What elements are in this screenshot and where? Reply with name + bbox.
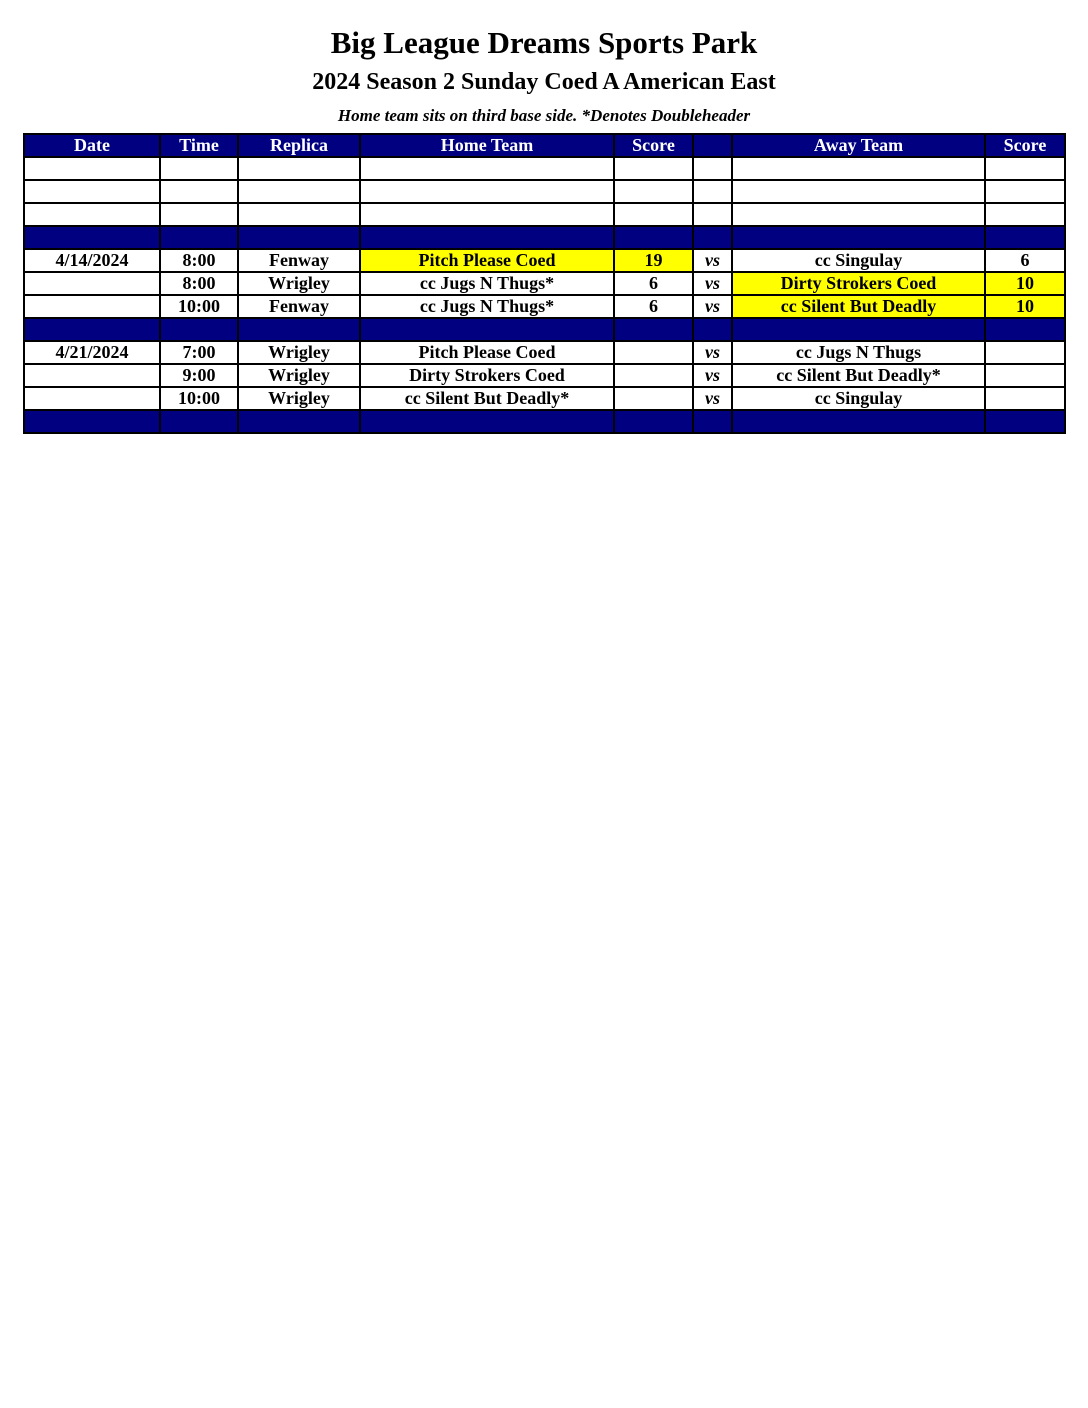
time-cell: 8:00 — [160, 272, 238, 295]
doubleheader-note: Home team sits on third base side. *Denotes Doubleheader — [337, 106, 751, 125]
replica-cell — [238, 410, 360, 433]
away-score-cell — [985, 180, 1065, 203]
away-team-cell — [732, 203, 985, 226]
replica-cell: Wrigley — [238, 272, 360, 295]
away-score-cell — [985, 410, 1065, 433]
home-team-cell — [360, 226, 614, 249]
replica-cell — [238, 203, 360, 226]
separator-row — [24, 318, 1065, 341]
date-cell — [24, 157, 160, 180]
home-score-cell — [614, 180, 693, 203]
home-score-cell — [614, 226, 693, 249]
header-date: Date — [24, 134, 160, 157]
vs-cell: vs — [693, 249, 732, 272]
away-score-cell — [985, 157, 1065, 180]
date-cell — [24, 387, 160, 410]
away-score-cell: 10 — [985, 295, 1065, 318]
home-team-cell: Dirty Strokers Coed — [360, 364, 614, 387]
header-time: Time — [160, 134, 238, 157]
home-score-cell — [614, 410, 693, 433]
away-team-cell — [732, 318, 985, 341]
vs-cell — [693, 410, 732, 433]
table-header-row — [24, 134, 1065, 157]
home-score-cell: 6 — [614, 272, 693, 295]
time-cell: 9:00 — [160, 364, 238, 387]
home-score-cell: 19 — [614, 249, 693, 272]
table-row — [24, 341, 1065, 364]
date-cell: 4/14/2024 — [24, 249, 160, 272]
away-team-cell: cc Jugs N Thugs — [732, 341, 985, 364]
time-cell: 10:00 — [160, 387, 238, 410]
time-cell: 7:00 — [160, 341, 238, 364]
page-subtitle: 2024 Season 2 Sunday Coed A American East — [312, 69, 776, 95]
away-team-cell: cc Singulay — [732, 387, 985, 410]
separator-row — [24, 226, 1065, 249]
away-team-cell — [732, 410, 985, 433]
date-cell — [24, 180, 160, 203]
time-cell: 10:00 — [160, 295, 238, 318]
date-cell — [24, 410, 160, 433]
away-team-cell: cc Silent But Deadly — [732, 295, 985, 318]
date-cell — [24, 272, 160, 295]
home-score-cell: 6 — [614, 295, 693, 318]
header-home-team: Home Team — [360, 134, 614, 157]
vs-cell: vs — [693, 387, 732, 410]
header-replica: Replica — [238, 134, 360, 157]
vs-cell — [693, 180, 732, 203]
home-team-cell: cc Jugs N Thugs* — [360, 295, 614, 318]
home-score-cell — [614, 318, 693, 341]
vs-cell — [693, 203, 732, 226]
time-cell — [160, 157, 238, 180]
away-score-cell — [985, 203, 1065, 226]
home-team-cell: Pitch Please Coed — [360, 249, 614, 272]
home-team-cell — [360, 318, 614, 341]
home-team-cell — [360, 410, 614, 433]
away-score-cell — [985, 226, 1065, 249]
home-score-cell — [614, 203, 693, 226]
header-home-score: Score — [614, 134, 693, 157]
home-team-cell: cc Silent But Deadly* — [360, 387, 614, 410]
home-team-cell: Pitch Please Coed — [360, 341, 614, 364]
vs-cell — [693, 318, 732, 341]
replica-cell — [238, 318, 360, 341]
away-score-cell — [985, 318, 1065, 341]
time-cell — [160, 318, 238, 341]
home-team-cell: cc Jugs N Thugs* — [360, 272, 614, 295]
empty-row — [24, 203, 1065, 226]
away-team-cell — [732, 226, 985, 249]
time-cell — [160, 410, 238, 433]
away-score-cell: 10 — [985, 272, 1065, 295]
time-cell — [160, 180, 238, 203]
table-row — [24, 387, 1065, 410]
schedule-table — [23, 133, 1066, 434]
vs-cell: vs — [693, 295, 732, 318]
vs-cell — [693, 226, 732, 249]
replica-cell: Fenway — [238, 249, 360, 272]
home-score-cell — [614, 157, 693, 180]
home-score-cell — [614, 341, 693, 364]
away-score-cell — [985, 387, 1065, 410]
replica-cell — [238, 180, 360, 203]
date-cell: 4/21/2024 — [24, 341, 160, 364]
vs-cell: vs — [693, 341, 732, 364]
vs-cell — [693, 157, 732, 180]
away-team-cell — [732, 180, 985, 203]
replica-cell — [238, 157, 360, 180]
away-team-cell: cc Silent But Deadly* — [732, 364, 985, 387]
home-score-cell — [614, 364, 693, 387]
away-team-cell: Dirty Strokers Coed — [732, 272, 985, 295]
replica-cell: Fenway — [238, 295, 360, 318]
vs-cell: vs — [693, 364, 732, 387]
table-row — [24, 249, 1065, 272]
time-cell: 8:00 — [160, 249, 238, 272]
header-away-team: Away Team — [732, 134, 985, 157]
home-team-cell — [360, 157, 614, 180]
home-score-cell — [614, 387, 693, 410]
date-cell — [24, 226, 160, 249]
table-row — [24, 272, 1065, 295]
away-team-cell: cc Singulay — [732, 249, 985, 272]
home-team-cell — [360, 203, 614, 226]
time-cell — [160, 226, 238, 249]
replica-cell: Wrigley — [238, 387, 360, 410]
table-row — [24, 364, 1065, 387]
date-cell — [24, 295, 160, 318]
away-team-cell — [732, 157, 985, 180]
table-row — [24, 295, 1065, 318]
away-score-cell — [985, 341, 1065, 364]
separator-row — [24, 410, 1065, 433]
empty-row — [24, 157, 1065, 180]
vs-cell: vs — [693, 272, 732, 295]
page-title: Big League Dreams Sports Park — [330, 25, 758, 60]
header-away-score: Score — [985, 134, 1065, 157]
replica-cell: Wrigley — [238, 341, 360, 364]
time-cell — [160, 203, 238, 226]
date-cell — [24, 364, 160, 387]
home-team-cell — [360, 180, 614, 203]
replica-cell: Wrigley — [238, 364, 360, 387]
away-score-cell — [985, 364, 1065, 387]
away-score-cell: 6 — [985, 249, 1065, 272]
header-vs — [693, 134, 732, 157]
replica-cell — [238, 226, 360, 249]
date-cell — [24, 203, 160, 226]
empty-row — [24, 180, 1065, 203]
date-cell — [24, 318, 160, 341]
